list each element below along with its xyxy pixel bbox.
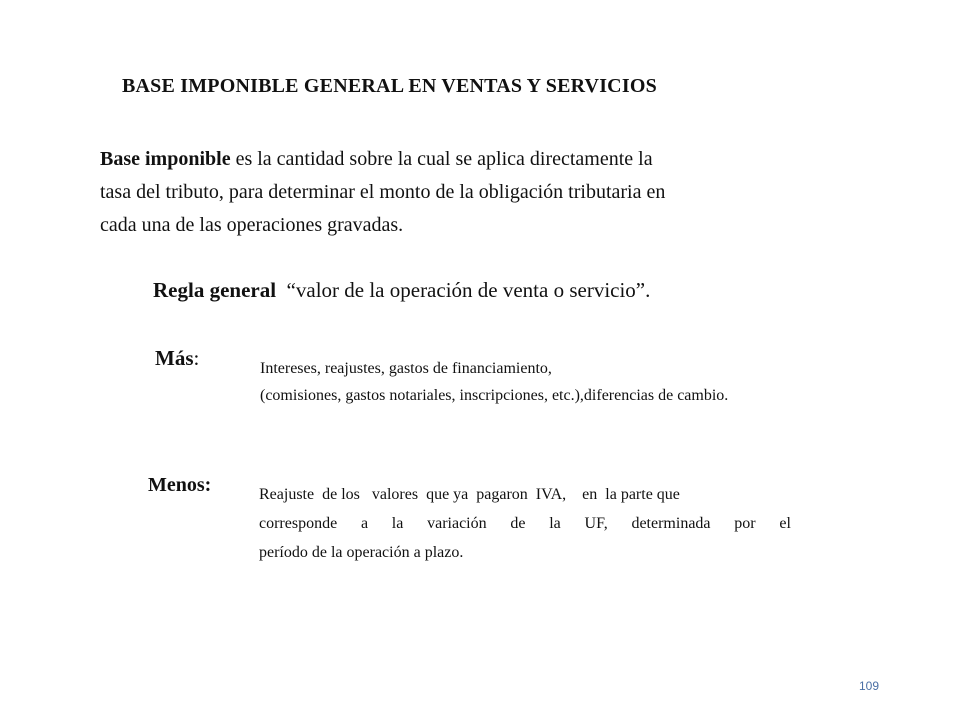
definition-line-3: cada una de las operaciones gravadas. <box>100 214 404 236</box>
menos-word: corresponde <box>259 515 338 532</box>
menos-word: por <box>734 515 756 532</box>
definition-paragraph <box>100 143 800 242</box>
page-number: 109 <box>859 679 880 693</box>
menos-items <box>259 480 791 567</box>
mas-items <box>260 355 728 409</box>
menos-line-2 <box>259 509 791 538</box>
menos-line-3: período de la operación a plazo. <box>259 544 464 561</box>
regla-text: “valor de la operación de venta o servicio”. <box>276 278 651 302</box>
menos-word: de <box>510 515 526 532</box>
definition-line-1 <box>100 143 800 176</box>
menos-word: determinada <box>631 515 711 532</box>
menos-word: el <box>779 515 791 532</box>
mas-label <box>155 346 199 371</box>
menos-label: Menos: <box>148 474 212 496</box>
menos-word: la <box>391 515 404 532</box>
mas-line-2: (comisiones, gastos notariales, inscripciones, etc.),diferencias de cambio. <box>260 387 729 404</box>
definition-line-2: tasa del tributo, para determinar el monto de la obligación tributaria en <box>100 181 666 203</box>
mas-label-colon: : <box>193 346 200 370</box>
mas-label-word: Más <box>155 346 194 370</box>
menos-line-1: Reajuste de los valores que ya pagaron IVA, en la parte que <box>259 486 680 503</box>
definition-term: Base imponible <box>100 148 231 170</box>
mas-line-1: Intereses, reajustes, gastos de financiamiento, <box>260 360 552 377</box>
regla-general <box>153 278 650 303</box>
menos-word: a <box>360 515 369 532</box>
menos-word: UF, <box>584 515 608 532</box>
regla-label: Regla general <box>153 278 277 302</box>
definition-line-1-rest: es la cantidad sobre la cual se aplica directamente la <box>230 148 653 170</box>
page-title: BASE IMPONIBLE GENERAL EN VENTAS Y SERVICIOS <box>122 75 657 97</box>
menos-word: variación <box>427 515 487 532</box>
menos-word: la <box>549 515 561 532</box>
